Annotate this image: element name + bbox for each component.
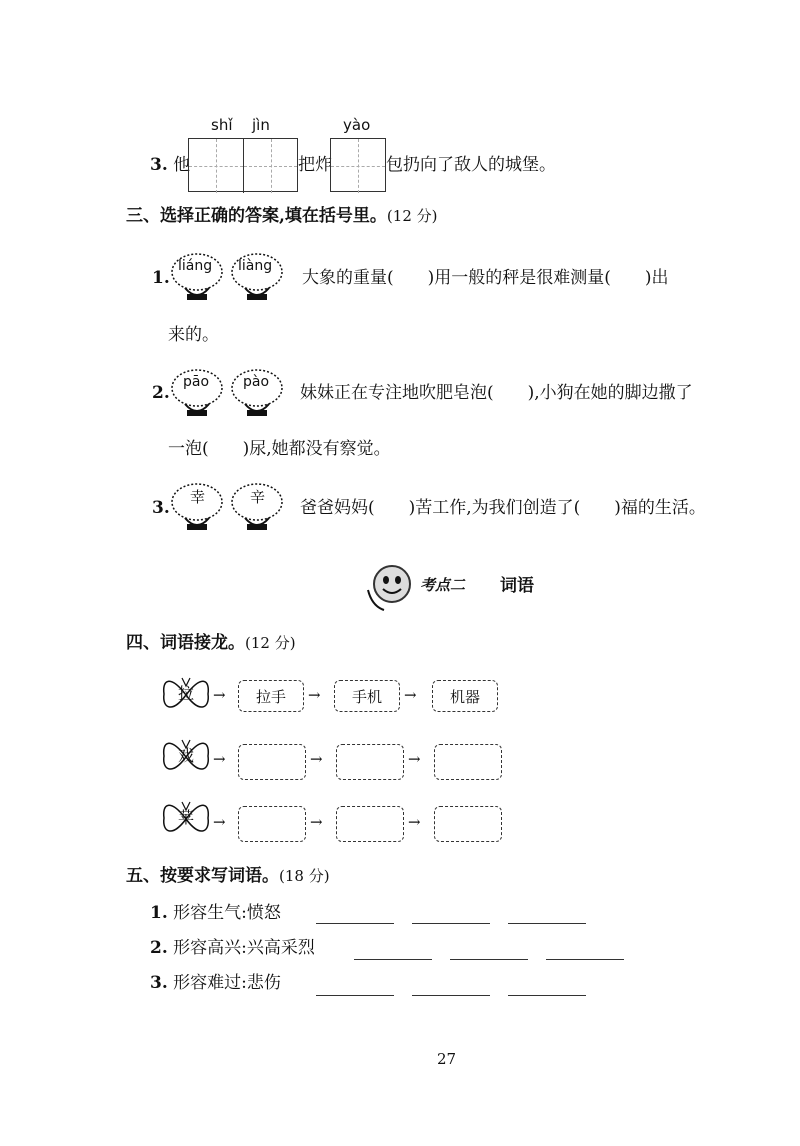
option-xin: 辛 (250, 488, 266, 506)
chain-word-box[interactable]: 手机 (334, 680, 400, 712)
answer-blank[interactable] (316, 994, 394, 996)
sentence-end: 包扔向了敌人的城堡。 (386, 155, 556, 175)
chain-word-box[interactable] (434, 744, 502, 780)
chain-word-box[interactable] (434, 806, 502, 842)
pinyin-yao: yào (343, 116, 371, 134)
chain-word-box[interactable] (238, 806, 306, 842)
option-pao1: pāo (183, 374, 210, 390)
arrow-icon: → (213, 750, 226, 768)
page-number: 27 (437, 1050, 457, 1068)
item-number: 1. (152, 268, 170, 288)
answer-blank[interactable] (508, 922, 586, 924)
item3-line1: 爸爸妈妈( )苦工作,为我们创造了( )福的生活。 (300, 498, 706, 518)
arrow-icon: → (310, 750, 323, 768)
arrow-icon: → (408, 813, 421, 831)
answer-blank[interactable] (412, 922, 490, 924)
arrow-icon: → (213, 813, 226, 831)
topic-badge: 考点二 (420, 576, 466, 594)
chain-start-char: 拉 (178, 684, 195, 703)
smiley-icon (360, 560, 420, 616)
item1-line2: 来的。 (168, 325, 219, 345)
chain-word-box[interactable] (336, 744, 404, 780)
arrow-icon: → (404, 686, 417, 704)
chain-word-box[interactable] (238, 744, 306, 780)
writing-grid-two[interactable] (188, 138, 298, 192)
arrow-icon: → (408, 750, 421, 768)
chain-word-box[interactable]: 机器 (432, 680, 498, 712)
item1-line1: 大象的重量( )用一般的秤是很难测量( )出 (302, 268, 669, 288)
section5-heading: 五、按要求写词语。(18 分) (126, 866, 330, 886)
item2-line2: 一泡( )尿,她都没有察觉。 (168, 439, 391, 459)
sentence-middle: 把炸 (298, 155, 332, 175)
question-number: 3. 他 (150, 155, 191, 175)
bubble-options-icon (170, 478, 290, 536)
write-item: 3. 形容难过:悲伤 (150, 973, 281, 993)
pinyin-shi: shǐ (211, 116, 233, 134)
option-xing: 幸 (190, 488, 206, 506)
option-pao4: pào (243, 374, 270, 390)
arrow-icon: → (310, 813, 323, 831)
chain-word-box[interactable] (336, 806, 404, 842)
answer-blank[interactable] (354, 958, 432, 960)
answer-blank[interactable] (412, 994, 490, 996)
chain-start-char: 戏 (178, 746, 195, 765)
bubble-options-icon (170, 248, 290, 306)
arrow-icon: → (308, 686, 321, 704)
section3-heading: 三、选择正确的答案,填在括号里。(12 分) (126, 206, 438, 226)
write-item: 2. 形容高兴:兴高采烈 (150, 938, 315, 958)
bubble-options-icon (170, 364, 290, 422)
answer-blank[interactable] (508, 994, 586, 996)
item2-line1: 妹妹正在专注地吹肥皂泡( ),小狗在她的脚边撒了 (300, 383, 693, 403)
chain-start-char: 苹 (178, 808, 195, 827)
writing-grid-one[interactable] (330, 138, 386, 192)
arrow-icon: → (213, 686, 226, 704)
option-liang4: liàng (238, 258, 273, 274)
answer-blank[interactable] (546, 958, 624, 960)
chain-word-box[interactable]: 拉手 (238, 680, 304, 712)
section4-heading: 四、词语接龙。(12 分) (126, 633, 296, 653)
item-number: 2. (152, 383, 170, 403)
topic-label: 词语 (500, 576, 534, 596)
write-item: 1. 形容生气:愤怒 (150, 903, 281, 923)
answer-blank[interactable] (450, 958, 528, 960)
pinyin-jin: jìn (252, 116, 270, 134)
option-liang2: liáng (178, 258, 213, 274)
answer-blank[interactable] (316, 922, 394, 924)
item-number: 3. (152, 498, 170, 518)
